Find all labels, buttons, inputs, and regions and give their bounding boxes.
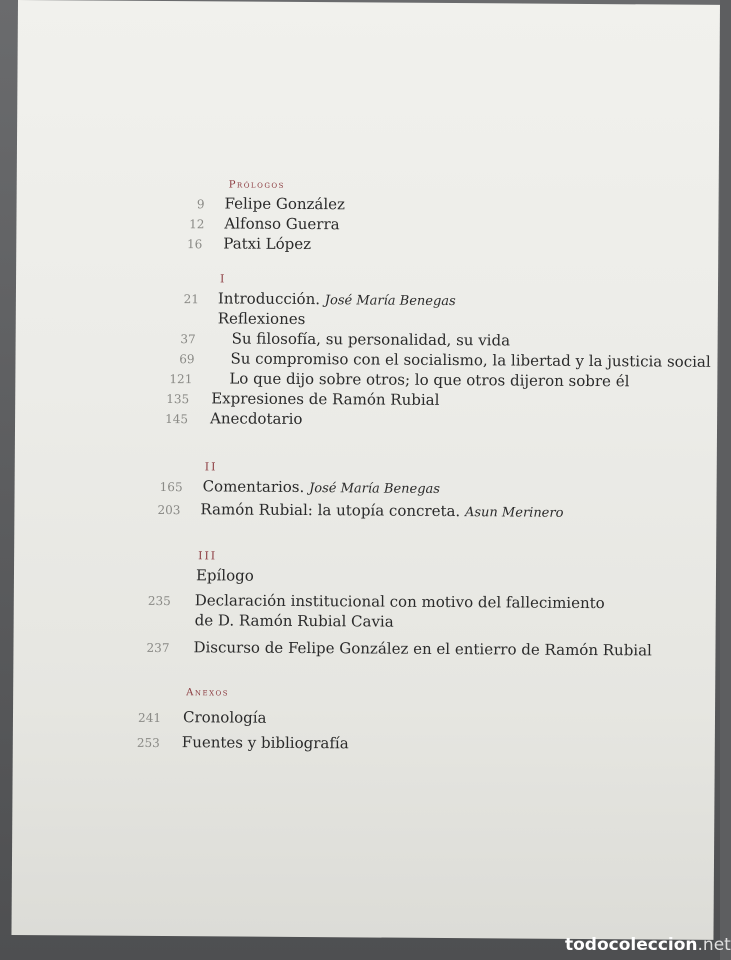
page-number: 145 [165,412,189,427]
page-number: 37 [180,332,196,347]
section-heading-i: I [220,272,227,286]
page-number: 16 [186,237,203,252]
book-page [11,0,720,940]
page-number: 9 [196,197,205,212]
toc-entry: Patxi López [223,234,312,254]
page-number: 253 [136,735,160,751]
page-number: 165 [159,480,183,495]
page-number: 21 [183,292,199,307]
section-heading-ii: II [204,460,218,474]
toc-entry: Su compromiso con el socialismo, la libertad y la justicia social [230,349,711,371]
section-heading-anexos: Anexos [186,687,230,699]
toc-entry: Reflexiones [217,309,306,329]
toc-entry: Discurso de Felipe González en el entierro de Ramón Rubial [193,638,652,660]
page-number: 237 [146,640,170,656]
page-number: 203 [157,502,181,518]
toc-entry: Epílogo [195,566,254,585]
toc-entry-continuation: de D. Ramón Rubial Cavia [194,611,394,631]
section-heading-prologos: Prólogos [228,179,286,191]
toc-entry: Lo que dijo sobre otros; lo que otros dijeron sobre él [229,369,630,391]
watermark: todocoleccion.net [565,935,731,955]
toc-entry: Cronología [182,708,267,727]
page-number: 241 [138,710,162,726]
toc-entry: Expresiones de Ramón Rubial [211,389,440,409]
toc-entry: Su filosofía, su personalidad, su vida [231,329,511,350]
toc-entry: Declaración institucional con motivo del fallecimiento [194,591,605,613]
section-heading-iii: III [198,549,218,563]
page-number: 69 [179,352,195,367]
page-number: 135 [166,392,190,407]
toc-entry: Comentarios. José María Benegas [202,477,441,497]
page-number: 235 [147,593,171,609]
toc-entry: Introducción. José María Benegas [217,289,456,310]
toc-entry: Alfonso Guerra [224,214,340,234]
toc-entry: Felipe González [224,194,346,214]
page-number: 121 [169,372,193,387]
toc-entry: Fuentes y bibliografía [181,733,349,753]
toc-entry: Anecdotario [210,409,303,428]
page-number: 12 [189,217,205,232]
toc-entry: Ramón Rubial: la utopía concreta. Asun Merinero [200,500,564,521]
